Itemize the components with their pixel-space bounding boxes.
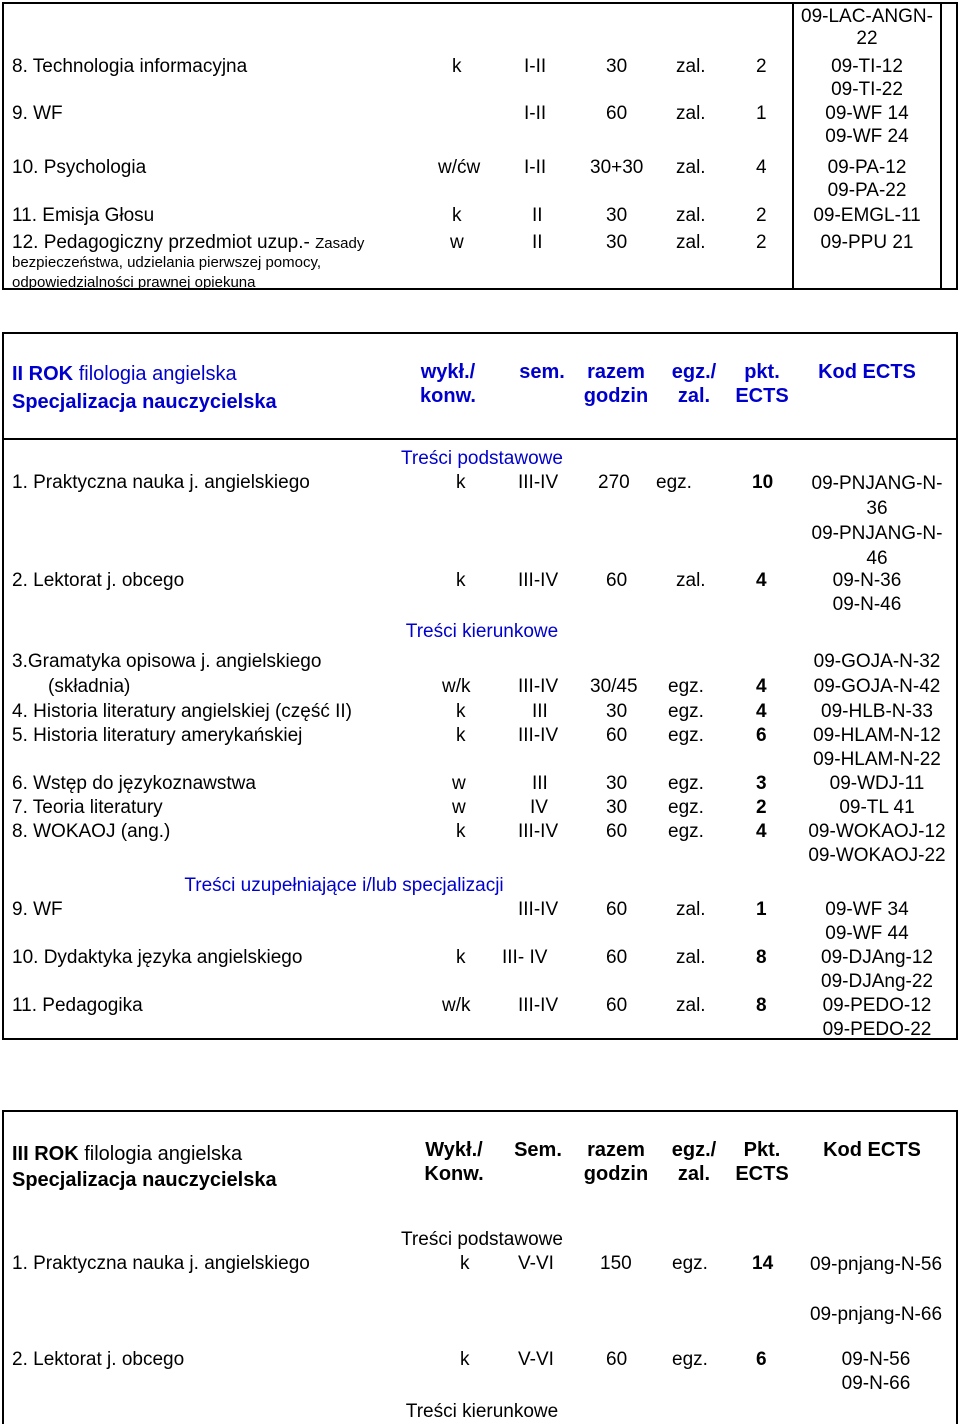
course-code: 09-WF 14 <box>825 103 909 124</box>
course-table-2 <box>2 332 958 1040</box>
course-semester: III-IV <box>518 995 559 1016</box>
course-ects: 8 <box>756 995 767 1016</box>
section-major: Treści kierunkowe <box>405 1401 559 1422</box>
course-note: bezpieczeństwa, udzielania pierwszej pomocy, <box>12 254 322 271</box>
course-code: 09-WF 24 <box>825 126 909 147</box>
course-code: 09-N-66 <box>841 1373 911 1394</box>
course-form: k <box>460 1253 470 1274</box>
course-code: 09-DJAng-12 <box>821 947 933 968</box>
course-note: odpowiedzialności prawnej opiekuna <box>12 274 256 291</box>
header-hours: razem <box>587 1139 645 1161</box>
course-hours: 30 <box>606 56 628 77</box>
course-hours: 30 <box>606 773 628 794</box>
course-exam: zal. <box>676 947 706 968</box>
header-exam: egz./ <box>671 361 717 383</box>
course-ects: 4 <box>756 821 767 842</box>
course-code: 09-pnjang-N-66 <box>809 1304 943 1325</box>
course-name: 3.Gramatyka opisowa j. angielskiego <box>12 651 322 672</box>
section-major: Treści kierunkowe <box>405 621 559 642</box>
course-name <box>12 231 364 255</box>
header-ects: Pkt. <box>743 1139 781 1161</box>
table-subtitle: Specjalizacja nauczycielska <box>12 391 277 413</box>
course-code: 09-PEDO-22 <box>822 1019 932 1040</box>
course-hours: 60 <box>606 1349 628 1370</box>
course-name-main: 12. Pedagogiczny przedmiot uzup.- <box>12 232 310 253</box>
course-form: w <box>452 773 466 794</box>
course-exam: egz. <box>668 773 704 794</box>
header-code: Kod ECTS <box>823 1139 921 1161</box>
section-basic: Treści podstawowe <box>401 1229 563 1250</box>
header-form: Konw. <box>424 1163 484 1185</box>
course-code: 09-PNJANG-N-46 <box>811 523 943 569</box>
course-name: 5. Historia literatury amerykańskiej <box>12 725 303 746</box>
course-semester: V-VI <box>518 1253 554 1274</box>
section-extra: Treści uzupełniające i/lub specjalizacji <box>184 875 504 896</box>
course-hours: 30 <box>606 205 628 226</box>
header-form: konw. <box>420 385 476 407</box>
course-hours: 150 <box>600 1253 632 1274</box>
section-basic: Treści podstawowe <box>401 448 563 469</box>
course-form: w/k <box>442 995 471 1016</box>
course-hours: 60 <box>606 725 628 746</box>
course-ects: 4 <box>756 701 767 722</box>
course-code: 09-PPU 21 <box>820 232 914 253</box>
course-code: 09-LAC-ANGN-22 <box>801 6 933 49</box>
course-code: 09-WF 44 <box>825 923 909 944</box>
course-code: 09-pnjang-N-56 <box>809 1254 943 1275</box>
course-name: 2. Lektorat j. obcego <box>12 570 185 591</box>
field-label: filologia angielska <box>78 363 237 385</box>
course-name: 10. Psychologia <box>12 157 147 178</box>
header-ects: ECTS <box>735 1163 789 1185</box>
header-hours: razem <box>587 361 645 383</box>
course-semester: III <box>532 701 548 722</box>
course-form: k <box>456 821 466 842</box>
course-code: 09-HLB-N-33 <box>821 701 933 722</box>
course-ects: 10 <box>752 472 774 493</box>
course-ects: 2 <box>756 56 767 77</box>
course-hours: 60 <box>606 821 628 842</box>
course-ects: 6 <box>756 1349 767 1370</box>
course-exam: egz. <box>656 472 692 493</box>
course-semester: II <box>532 232 543 253</box>
course-name: 9. WF <box>12 899 63 920</box>
course-form: k <box>456 725 466 746</box>
course-exam: egz. <box>672 1349 708 1370</box>
course-hours: 30/45 <box>590 676 638 697</box>
course-form: w/k <box>442 676 471 697</box>
header-exam: zal. <box>677 1163 711 1185</box>
course-ects: 14 <box>752 1253 774 1274</box>
header-exam: egz./ <box>671 1139 717 1161</box>
course-table-1 <box>2 2 958 290</box>
course-note: Zasady <box>315 235 365 252</box>
course-exam: egz. <box>668 676 704 697</box>
course-hours: 270 <box>598 472 630 493</box>
course-name-cont: (składnia) <box>48 676 131 697</box>
table-title <box>12 362 237 386</box>
course-name: 1. Praktyczna nauka j. angielskiego <box>12 472 310 493</box>
course-code: 09-WOKAOJ-12 <box>808 821 946 842</box>
course-code: 09-GOJA-N-42 <box>813 676 941 697</box>
course-semester: III- IV <box>502 947 548 968</box>
course-table-3 <box>2 1110 958 1424</box>
course-code: 09-PNJANG-N-36 <box>811 473 943 519</box>
course-semester: III-IV <box>518 472 559 493</box>
course-code: 09-EMGL-11 <box>813 205 921 226</box>
header-divider <box>4 438 956 440</box>
course-form: k <box>456 947 466 968</box>
header-ects: pkt. <box>744 361 780 383</box>
header-semester: Sem. <box>514 1139 562 1161</box>
course-semester: III <box>532 773 548 794</box>
course-name: 8. WOKAOJ (ang.) <box>12 821 171 842</box>
course-name: 4. Historia literatury angielskiej (część II) <box>12 701 352 722</box>
course-name: 10. Dydaktyka języka angielskiego <box>12 947 303 968</box>
course-ects: 2 <box>756 232 767 253</box>
course-code: 09-WOKAOJ-22 <box>808 845 946 866</box>
header-hours: godzin <box>583 1163 649 1185</box>
course-name: 7. Teoria literatury <box>12 797 163 818</box>
course-code: 09-TL 41 <box>839 797 915 818</box>
course-exam: zal. <box>676 205 706 226</box>
course-exam: egz. <box>668 725 704 746</box>
course-exam: egz. <box>668 701 704 722</box>
course-semester: III-IV <box>518 570 559 591</box>
course-name: 2. Lektorat j. obcego <box>12 1349 185 1370</box>
course-form: k <box>456 472 466 493</box>
course-name: 9. WF <box>12 103 63 124</box>
header-code: Kod ECTS <box>818 361 916 383</box>
course-exam: zal. <box>676 232 706 253</box>
course-semester: I-II <box>524 103 547 124</box>
course-name: 11. Pedagogika <box>12 995 143 1016</box>
course-hours: 30 <box>606 797 628 818</box>
course-code: 09-GOJA-N-32 <box>813 651 941 672</box>
course-semester: V-VI <box>518 1349 554 1370</box>
course-name: 1. Praktyczna nauka j. angielskiego <box>12 1253 310 1274</box>
course-code: 09-DJAng-22 <box>821 971 933 992</box>
table-subtitle: Specjalizacja nauczycielska <box>12 1169 277 1191</box>
course-semester: I-II <box>524 157 547 178</box>
course-form: w/ćw <box>438 157 481 178</box>
column-divider <box>940 4 942 288</box>
course-semester: III-IV <box>518 821 559 842</box>
header-semester: sem. <box>519 361 565 383</box>
header-form: Wykł./ <box>425 1139 483 1161</box>
course-ects: 8 <box>756 947 767 968</box>
course-exam: zal. <box>676 56 706 77</box>
course-semester: III-IV <box>518 676 559 697</box>
course-code: 09-WF 34 <box>825 899 909 920</box>
course-form: k <box>452 56 462 77</box>
course-form: k <box>456 701 466 722</box>
course-ects: 6 <box>756 725 767 746</box>
course-hours: 60 <box>606 899 628 920</box>
table-title <box>12 1142 242 1166</box>
course-code: 09-N-56 <box>841 1349 911 1370</box>
course-name: 6. Wstęp do językoznawstwa <box>12 773 256 794</box>
course-ects: 1 <box>756 103 767 124</box>
course-code: 09-TI-12 <box>831 56 903 77</box>
course-ects: 1 <box>756 899 767 920</box>
course-form: w <box>452 797 466 818</box>
course-code: 09-HLAM-N-22 <box>813 749 941 770</box>
course-hours: 60 <box>606 995 628 1016</box>
course-exam: zal. <box>676 103 706 124</box>
course-code: 09-PEDO-12 <box>822 995 932 1016</box>
course-code: 09-TI-22 <box>831 79 903 100</box>
year-label: III ROK <box>12 1143 79 1165</box>
course-semester: I-II <box>524 56 547 77</box>
course-ects: 4 <box>756 157 767 178</box>
course-hours: 30+30 <box>590 157 644 178</box>
course-semester: IV <box>530 797 548 818</box>
course-exam: egz. <box>668 797 704 818</box>
course-semester: III-IV <box>518 899 559 920</box>
course-exam: zal. <box>676 899 706 920</box>
course-exam: zal. <box>676 995 706 1016</box>
course-ects: 2 <box>756 797 767 818</box>
header-ects: ECTS <box>735 385 789 407</box>
course-code: 09-PA-22 <box>827 180 907 201</box>
course-exam: zal. <box>676 570 706 591</box>
course-form: k <box>452 205 462 226</box>
course-form: w <box>450 232 464 253</box>
course-hours: 30 <box>606 232 628 253</box>
course-code: 09-WDJ-11 <box>829 773 925 794</box>
course-ects: 4 <box>756 676 767 697</box>
course-hours: 30 <box>606 701 628 722</box>
course-form: k <box>460 1349 470 1370</box>
course-hours: 60 <box>606 947 628 968</box>
course-ects: 2 <box>756 205 767 226</box>
course-exam: zal. <box>676 157 706 178</box>
year-label: II ROK <box>12 363 74 385</box>
course-exam: egz. <box>668 821 704 842</box>
course-ects: 3 <box>756 773 767 794</box>
header-hours: godzin <box>583 385 649 407</box>
course-semester: III-IV <box>518 725 559 746</box>
field-label: filologia angielska <box>84 1143 243 1165</box>
header-form: wykł./ <box>420 361 476 383</box>
course-code: 09-N-36 <box>832 570 902 591</box>
course-semester: II <box>532 205 543 226</box>
course-ects: 4 <box>756 570 767 591</box>
course-exam: egz. <box>672 1253 708 1274</box>
course-code: 09-PA-12 <box>827 157 907 178</box>
course-hours: 60 <box>606 103 628 124</box>
course-code: 09-N-46 <box>832 594 902 615</box>
header-exam: zal. <box>677 385 711 407</box>
course-name: 8. Technologia informacyjna <box>12 56 248 77</box>
course-form: k <box>456 570 466 591</box>
course-code: 09-HLAM-N-12 <box>813 725 941 746</box>
course-hours: 60 <box>606 570 628 591</box>
course-name: 11. Emisja Głosu <box>12 205 155 226</box>
